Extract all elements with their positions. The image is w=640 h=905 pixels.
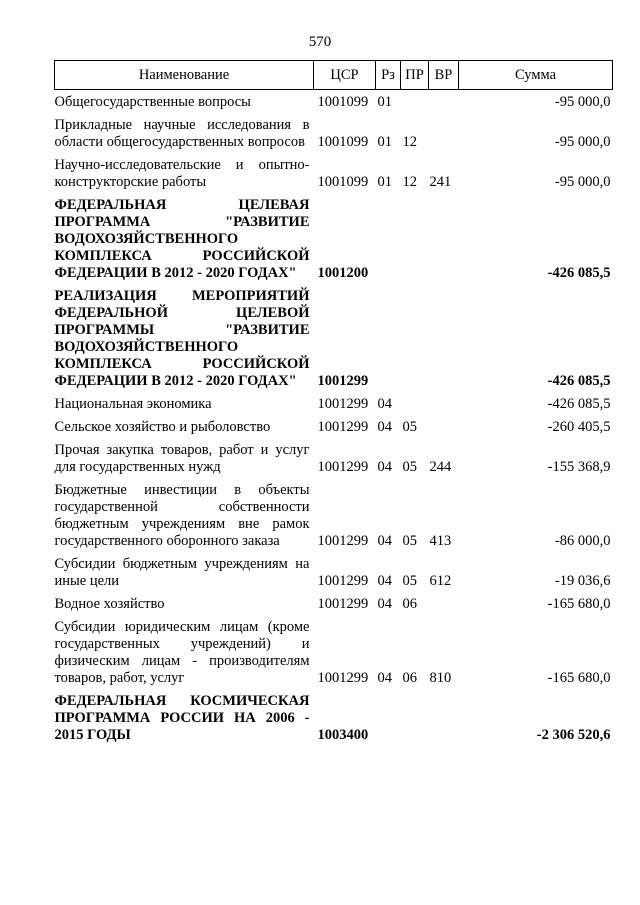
row-name: Сельское хозяйство и рыболовство [54,419,271,435]
row-name: РЕАЛИЗАЦИЯ МЕРОПРИЯТИЙ ФЕДЕРАЛЬНОЙ ЦЕЛЕВОЙ ПРОГРАММЫ "РАЗВИТИЕ ВОДОХОЗЯЙСТВЕННОГО КОМПЛЕКСА РОССИЙСКОЙ ФЕДЕРАЦИИ В 2012 - 2020 ГОДАХ" [54,288,310,389]
header-csr: ЦСР [314,61,376,90]
table-row [55,191,613,282]
row-name: Водное хозяйство [54,596,165,612]
row-rz: 04 [377,533,392,549]
row-vr: 241 [429,174,452,190]
row-rz: 01 [377,94,392,110]
row-sum: -86 000,0 [554,533,611,549]
row-vr: 612 [429,573,452,589]
row-pr: 06 [402,596,417,612]
table-row [55,476,613,550]
row-name: ФЕДЕРАЛЬНАЯ КОСМИЧЕСКАЯ ПРОГРАММА РОССИИ НА 2006 - 2015 ГОДЫ [54,693,310,743]
row-name: Бюджетные инвестиции в объекты государственной собственности бюджетным учреждениям вне рамок государственного оборонного заказа [54,482,310,549]
row-rz: 04 [377,670,392,686]
row-csr: 1001099 [317,134,369,150]
row-sum: -426 085,5 [547,373,611,389]
header-name: Наименование [55,61,314,90]
table-row [55,111,613,151]
row-pr: 05 [402,459,417,475]
table-row [55,282,613,390]
row-vr: 244 [429,459,452,475]
row-vr [429,111,459,151]
row-sum: -260 405,5 [547,419,611,435]
table-row [55,436,613,476]
row-vr [429,282,459,390]
row-sum: -426 085,5 [547,265,611,281]
row-sum: -95 000,0 [554,94,611,110]
row-csr: 1001299 [317,670,369,686]
row-vr: 810 [429,670,452,686]
row-vr [429,90,459,112]
table-body [55,90,613,745]
table-row [55,413,613,436]
row-pr [401,282,429,390]
table-row [55,613,613,687]
row-pr [401,90,429,112]
row-csr: 1001299 [317,419,369,435]
row-csr: 1001299 [317,596,369,612]
row-pr [401,191,429,282]
row-pr [401,390,429,413]
row-name: Субсидии бюджетным учреждениям на иные цели [54,556,310,589]
row-vr [429,590,459,613]
row-rz: 01 [377,134,392,150]
row-rz: 01 [377,174,392,190]
row-csr: 1003400 [317,727,369,743]
row-rz [376,282,401,390]
row-sum: -19 036,6 [554,573,611,589]
row-rz: 04 [377,596,392,612]
row-csr: 1001200 [317,265,369,281]
row-pr: 05 [402,533,417,549]
table-row [55,390,613,413]
row-csr: 1001299 [317,373,369,389]
row-pr: 06 [402,670,417,686]
row-rz: 04 [377,573,392,589]
row-rz: 04 [377,419,392,435]
table-row [55,687,613,744]
header-pr: ПР [401,61,429,90]
row-vr [429,390,459,413]
row-vr [429,191,459,282]
table-row [55,151,613,191]
row-csr: 1001299 [317,533,369,549]
row-sum: -426 085,5 [547,396,611,412]
row-csr: 1001299 [317,573,369,589]
row-name: Общегосударственные вопросы [54,94,251,110]
row-csr: 1001299 [317,459,369,475]
row-rz [376,191,401,282]
header-vr: ВР [429,61,459,90]
row-name: Прикладные научные исследования в области общегосударственных вопросов [54,117,310,150]
row-pr: 05 [402,419,417,435]
row-sum: -95 000,0 [554,174,611,190]
table-row [55,90,613,112]
row-rz [376,687,401,744]
header-sum: Сумма [459,61,613,90]
row-csr: 1001099 [317,174,369,190]
budget-table [54,60,613,744]
row-pr [401,687,429,744]
row-vr [429,687,459,744]
row-csr: 1001099 [317,94,369,110]
row-sum: -165 680,0 [547,596,611,612]
row-sum: -2 306 520,6 [536,727,611,743]
row-name: Прочая закупка товаров, работ и услуг для государственных нужд [54,442,310,475]
header-rz: Рз [376,61,401,90]
page-number: 570 [308,34,332,50]
row-rz: 04 [377,459,392,475]
row-vr: 413 [429,533,452,549]
row-pr: 12 [402,174,417,190]
row-sum: -155 368,9 [547,459,611,475]
row-name: Субсидии юридическим лицам (кроме государственных учреждений) и физическим лицам - производителям товаров, работ, услуг [54,619,310,686]
row-vr [429,413,459,436]
table-row [55,590,613,613]
row-sum: -95 000,0 [554,134,611,150]
row-sum: -165 680,0 [547,670,611,686]
row-name: Научно-исследовательские и опытно-конструкторские работы [54,157,310,190]
row-name: Национальная экономика [54,396,212,412]
row-pr: 12 [402,134,417,150]
row-rz: 04 [377,396,392,412]
row-csr: 1001299 [317,396,369,412]
row-name: ФЕДЕРАЛЬНАЯ ЦЕЛЕВАЯ ПРОГРАММА "РАЗВИТИЕ ВОДОХОЗЯЙСТВЕННОГО КОМПЛЕКСА РОССИЙСКОЙ ФЕДЕРАЦИИ В 2012 - 2020 ГОДАХ" [54,197,310,281]
row-pr: 05 [402,573,417,589]
table-row [55,550,613,590]
table-header [55,61,613,90]
